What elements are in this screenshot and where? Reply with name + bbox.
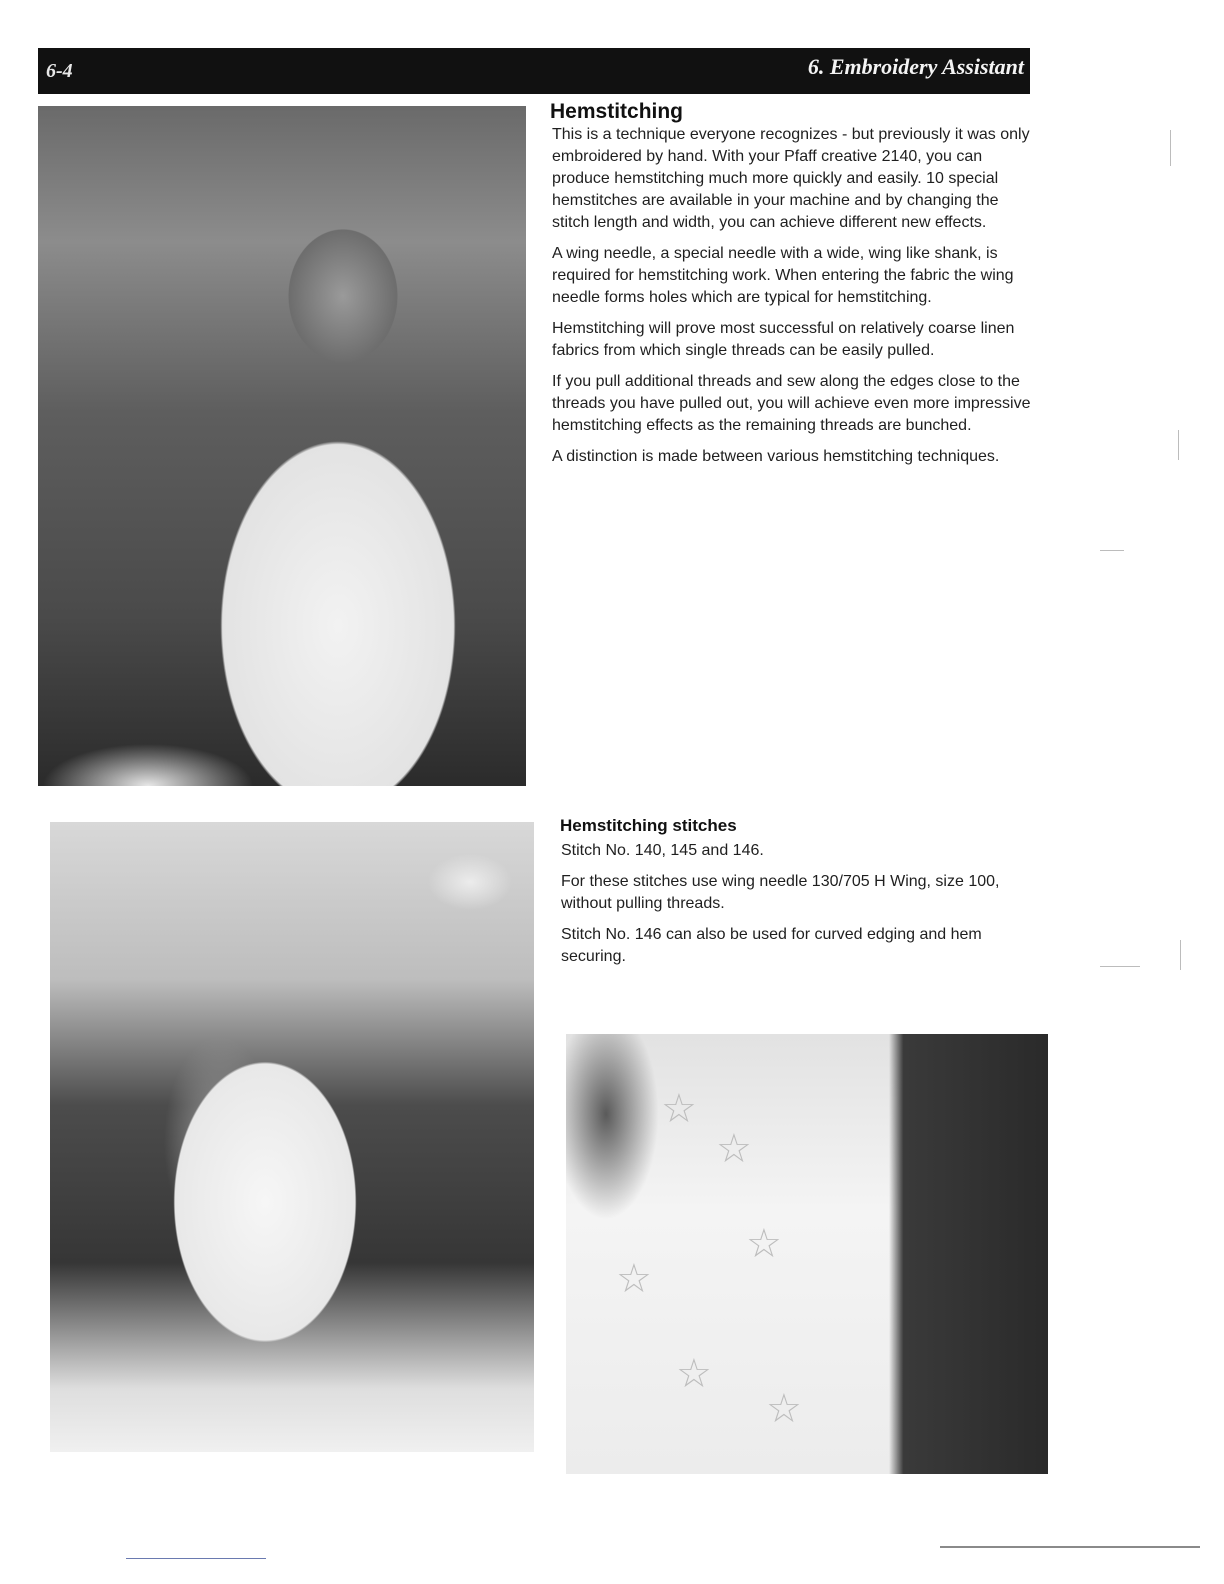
scan-artifact xyxy=(1180,940,1181,970)
photo-child-in-nightgown xyxy=(50,822,534,1452)
paragraph: If you pull additional threads and sew along the edges close to the threads you have pulled out, you will achieve even more impressive hemstitching effects as the remaining threads are bunched. xyxy=(552,373,1031,434)
star-motif-icon: ☆ xyxy=(716,1127,752,1171)
scan-artifact xyxy=(1178,430,1179,460)
page-number: 6-4 xyxy=(46,60,73,82)
star-motif-icon: ☆ xyxy=(616,1257,652,1301)
section-title: Hemstitching xyxy=(550,100,684,123)
star-motif-icon: ☆ xyxy=(766,1387,802,1431)
star-motif-icon: ☆ xyxy=(661,1087,697,1131)
paragraph: For these stitches use wing needle 130/705 H Wing, size 100, without pulling threads. xyxy=(561,873,1000,912)
paragraph: A wing needle, a special needle with a wide, wing like shank, is required for hemstitching work. When entering the fabric the wing needle forms holes which are typical for hemstitching. xyxy=(552,245,1014,306)
scan-artifact xyxy=(1100,966,1140,967)
star-motif-icon: ☆ xyxy=(746,1222,782,1266)
chapter-title: 6. Embroidery Assistant xyxy=(807,54,1024,79)
scan-artifact xyxy=(1170,130,1171,166)
section-body xyxy=(552,124,1032,477)
paragraph: A distinction is made between various hemstitching techniques. xyxy=(552,448,1000,465)
stitches-title: Hemstitching stitches xyxy=(560,816,737,835)
scan-artifact xyxy=(126,1558,266,1559)
star-motif-icon: ☆ xyxy=(676,1352,712,1396)
paragraph: Stitch No. 146 can also be used for curved edging and hem securing. xyxy=(561,926,982,965)
paragraph: Hemstitching will prove most successful on relatively coarse linen fabrics from which single threads can be easily pulled. xyxy=(552,320,1015,359)
stitches-body xyxy=(561,840,1041,977)
photo-embroidery-detail xyxy=(566,1034,1048,1474)
scan-artifact xyxy=(1100,550,1124,551)
photo-woman-in-white-blouse xyxy=(38,106,526,786)
paragraph: This is a technique everyone recognizes - but previously it was only embroidered by hand. With your Pfaff creative 2140, you can produce hemstitching much more quickly and easily. 10 special hemstitches are available in your machine and by changing the stitch length and width, you can achieve different new effects. xyxy=(552,126,1030,231)
scan-artifact xyxy=(940,1546,1200,1548)
paragraph: Stitch No. 140, 145 and 146. xyxy=(561,842,764,859)
